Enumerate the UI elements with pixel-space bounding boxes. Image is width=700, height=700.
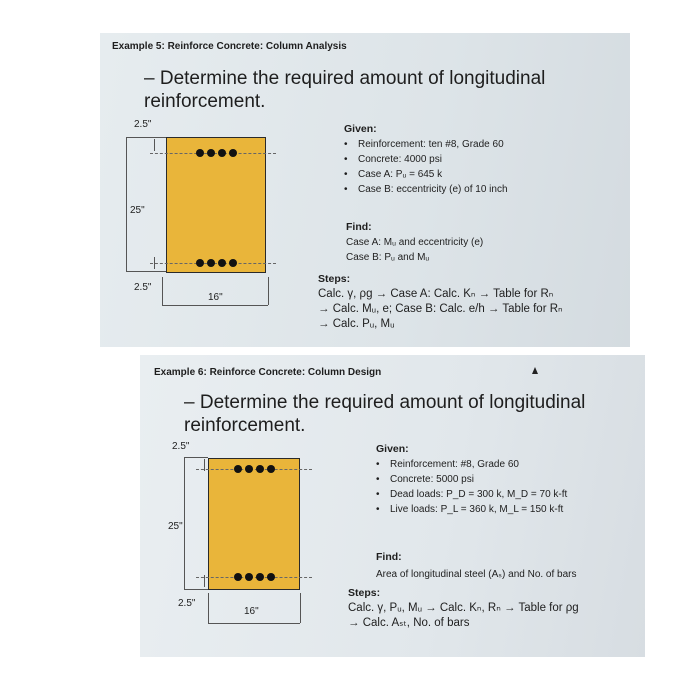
given-item: Dead loads: P_D = 300 k, M_D = 70 k-ft <box>390 489 568 500</box>
example-6-title: Example 6: Reinforce Concrete: Column Design <box>154 367 382 378</box>
rebar <box>229 259 237 267</box>
rebar-row-top <box>196 149 237 157</box>
given-list-6: • Reinforcement: #8, Grade 60 • Concrete: 5000 psi • Dead loads: P_D = 300 k, M_D = 70 k-ft • Live loads: P_L = 360 k, M_L = 150 k-ft <box>376 459 568 515</box>
given-item: Concrete: 5000 psi <box>390 474 474 485</box>
steps-heading-6: Steps: <box>348 587 381 599</box>
rebar <box>245 573 253 581</box>
rebar-row-top <box>234 465 275 473</box>
given-list-5: • Reinforcement: ten #8, Grade 60 • Concrete: 4000 psi • Case A: Pᵤ = 645 k • Case B: eccentricity (e) of 10 inch <box>344 139 508 195</box>
dim-height: 25" <box>130 205 145 216</box>
rebar <box>218 149 226 157</box>
find-heading-5: Find: <box>346 221 372 233</box>
rebar <box>207 149 215 157</box>
dim-top-cover: 2.5" <box>134 119 152 130</box>
rebar <box>234 465 242 473</box>
example-6-headline: – Determine the required amount of longitudinal reinforcement. <box>184 392 586 436</box>
slide-example-5 <box>100 33 630 347</box>
given-item: Concrete: 4000 psi <box>358 154 442 165</box>
rebar <box>256 465 264 473</box>
dim-bottom-cover: 2.5" <box>178 598 196 609</box>
rebar <box>245 465 253 473</box>
rebar <box>196 259 204 267</box>
steps-list-6 <box>348 601 579 631</box>
find-line: Case B: Pᵤ and Mᵤ <box>346 252 430 263</box>
find-heading-6: Find: <box>376 551 402 563</box>
given-item: Case B: eccentricity (e) of 10 inch <box>358 184 508 195</box>
mouse-cursor-icon <box>532 367 538 374</box>
steps-list-5 <box>318 287 563 332</box>
rebar-row-bottom <box>234 573 275 581</box>
rebar <box>234 573 242 581</box>
column-cross-section <box>208 458 300 590</box>
find-line: Area of longitudinal steel (Aₛ) and No. of bars <box>376 569 577 580</box>
slide-example-6 <box>140 355 645 657</box>
dim-height: 25" <box>168 521 183 532</box>
step-line: → Calc. Pᵤ, Mᵤ <box>318 318 395 330</box>
find-list-6 <box>376 567 577 582</box>
example-5-title: Example 5: Reinforce Concrete: Column Analysis <box>112 41 347 52</box>
example-5-headline: – Determine the required amount of longitudinal reinforcement. <box>144 68 546 112</box>
given-item: Reinforcement: ten #8, Grade 60 <box>358 139 504 150</box>
dim-top-cover: 2.5" <box>172 441 190 452</box>
rebar <box>256 573 264 581</box>
rebar-row-bottom <box>196 259 237 267</box>
rebar <box>229 149 237 157</box>
rebar <box>218 259 226 267</box>
rebar <box>267 573 275 581</box>
find-line: Case A: Mᵤ and eccentricity (e) <box>346 237 484 248</box>
find-list-5 <box>346 235 483 265</box>
steps-heading-5: Steps: <box>318 273 351 285</box>
step-line: Calc. γ, Pᵤ, Mᵤ → Calc. Kₙ, Rₙ → Table for ρg <box>348 602 579 614</box>
dim-bottom-cover: 2.5" <box>134 282 152 293</box>
given-heading-5: Given: <box>344 123 377 135</box>
given-item: Reinforcement: #8, Grade 60 <box>390 459 519 470</box>
rebar <box>196 149 204 157</box>
given-item: Case A: Pᵤ = 645 k <box>358 169 443 180</box>
dim-width: 16" <box>208 292 223 303</box>
given-item: Live loads: P_L = 360 k, M_L = 150 k-ft <box>390 504 564 515</box>
dim-width: 16" <box>244 606 259 617</box>
rebar <box>207 259 215 267</box>
rebar <box>267 465 275 473</box>
step-line: → Calc. Mᵤ, e; Case B: Calc. e/h → Table for Rₙ <box>318 303 563 315</box>
column-cross-section <box>166 137 266 273</box>
step-line: Calc. γ, ρg → Case A: Calc. Kₙ → Table for Rₙ <box>318 288 554 300</box>
step-line: → Calc. Aₛₜ, No. of bars <box>348 617 470 629</box>
given-heading-6: Given: <box>376 443 409 455</box>
